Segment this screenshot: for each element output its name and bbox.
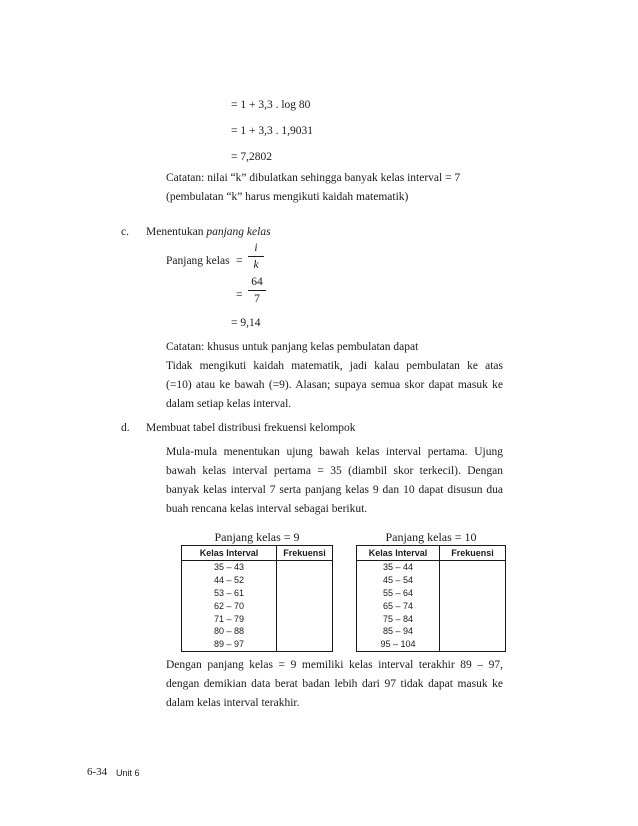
frekuensi-cell	[440, 561, 506, 574]
closing-line: dengan demikian data berat badan lebih dari 97 tidak dapat masuk ke	[166, 678, 503, 690]
intro-line: buah rencana kelas interval sebagai berikut.	[166, 503, 368, 515]
unit-label: Unit 6	[116, 768, 140, 778]
table-10-header-kelas-interval: Kelas Interval	[357, 546, 440, 561]
table-row	[182, 599, 333, 612]
table-row	[357, 638, 506, 651]
section-d-intro	[166, 443, 503, 519]
frekuensi-cell	[277, 625, 333, 638]
calc-k-line-1: = 1 + 3,3 . log 80	[231, 99, 311, 111]
table-row	[182, 638, 333, 651]
kelas-interval-cell: 35 – 44	[357, 561, 440, 574]
frekuensi-cell	[277, 561, 333, 574]
kelas-interval-cell: 53 – 61	[182, 587, 277, 600]
section-d-closing	[166, 656, 503, 713]
table-row	[357, 599, 506, 612]
table-row	[357, 625, 506, 638]
intro-line: Mula-mula menentukan ujung bawah kelas interval pertama. Ujung	[166, 446, 503, 458]
kelas-interval-cell: 55 – 64	[357, 587, 440, 600]
table-row	[357, 612, 506, 625]
table-row	[182, 612, 333, 625]
fraction-i-over-k	[248, 242, 264, 271]
page-number: 6-34	[87, 766, 108, 778]
kelas-interval-cell: 44 – 52	[182, 574, 277, 587]
kelas-interval-cell: 65 – 74	[357, 599, 440, 612]
calc-k-line-3: = 7,2802	[231, 151, 272, 163]
fraction-1-denominator: k	[253, 259, 259, 271]
section-d-label: d.	[121, 422, 130, 434]
frekuensi-cell	[277, 599, 333, 612]
fraction-64-over-7	[248, 276, 266, 305]
table-panjang-kelas-10	[356, 545, 506, 652]
frekuensi-cell	[277, 574, 333, 587]
section-c-note	[166, 338, 503, 414]
table-row	[182, 561, 333, 574]
table-10-caption: Panjang kelas = 10	[385, 530, 477, 544]
frekuensi-cell	[440, 638, 506, 651]
kelas-interval-cell: 80 – 88	[182, 625, 277, 638]
table-panjang-kelas-9	[181, 545, 333, 652]
table-row	[182, 625, 333, 638]
kelas-interval-cell: 71 – 79	[182, 612, 277, 625]
frekuensi-cell	[277, 612, 333, 625]
section-c-title-plain: Menentukan	[146, 226, 204, 238]
kelas-interval-cell: 89 – 97	[182, 638, 277, 651]
note-k-line-1: Catatan: nilai “k” dibulatkan sehingga banyak kelas interval = 7	[166, 172, 461, 184]
kelas-interval-cell: 75 – 84	[357, 612, 440, 625]
closing-line: Dengan panjang kelas = 9 memiliki kelas interval terakhir 89 – 97,	[166, 659, 503, 671]
section-c-title	[146, 226, 271, 238]
note-k-line-2: (pembulatan “k” harus mengikuti kaidah matematik)	[166, 191, 409, 203]
frekuensi-cell	[440, 599, 506, 612]
note-line: Tidak mengikuti kaidah matematik, jadi kalau pembulatan ke atas	[166, 360, 503, 372]
frekuensi-cell	[277, 638, 333, 651]
fraction-1-bar	[248, 256, 264, 257]
table-row	[357, 587, 506, 600]
formula-equals-1: =	[236, 255, 243, 267]
table-row	[182, 587, 333, 600]
calc-k-line-2: = 1 + 3,3 . 1,9031	[231, 125, 313, 137]
table-10-header-frekuensi: Frekuensi	[440, 546, 506, 561]
table-row	[182, 574, 333, 587]
table-9-header-kelas-interval: Kelas Interval	[182, 546, 277, 561]
frekuensi-cell	[277, 587, 333, 600]
panjang-kelas-result: = 9,14	[231, 317, 261, 329]
note-line: Catatan: khusus untuk panjang kelas pembulatan dapat	[166, 341, 419, 353]
table-9-caption: Panjang kelas = 9	[214, 530, 300, 544]
kelas-interval-cell: 85 – 94	[357, 625, 440, 638]
section-d-title: Membuat tabel distribusi frekuensi kelompok	[146, 422, 356, 434]
note-line: (=10) atau ke bawah (=9). Alasan; supaya semua skor dapat masuk ke	[166, 379, 503, 391]
kelas-interval-cell: 62 – 70	[182, 599, 277, 612]
frekuensi-cell	[440, 612, 506, 625]
intro-line: bawah kelas interval pertama = 35 (diambil skor terkecil). Dengan	[166, 465, 503, 477]
kelas-interval-cell: 45 – 54	[357, 574, 440, 587]
frekuensi-cell	[440, 625, 506, 638]
fraction-2-denominator: 7	[254, 293, 260, 305]
table-9-header-frekuensi: Frekuensi	[277, 546, 333, 561]
frekuensi-cell	[440, 574, 506, 587]
kelas-interval-cell: 95 – 104	[357, 638, 440, 651]
fraction-1-numerator: i	[254, 242, 258, 254]
closing-line: dalam kelas interval terakhir.	[166, 697, 300, 709]
table-row	[357, 574, 506, 587]
table-row	[357, 561, 506, 574]
section-c-title-italic: panjang kelas	[206, 226, 271, 238]
note-line: dalam setiap kelas interval.	[166, 398, 292, 410]
frekuensi-cell	[440, 587, 506, 600]
kelas-interval-cell: 35 – 43	[182, 561, 277, 574]
formula-equals-2: =	[236, 289, 243, 301]
formula-label: Panjang kelas	[166, 255, 230, 267]
section-c-label: c.	[121, 226, 129, 238]
fraction-2-bar	[248, 290, 266, 291]
intro-line: banyak kelas interval 7 serta panjang kelas 9 dan 10 dapat disusun dua	[166, 484, 503, 496]
fraction-2-numerator: 64	[251, 276, 263, 288]
